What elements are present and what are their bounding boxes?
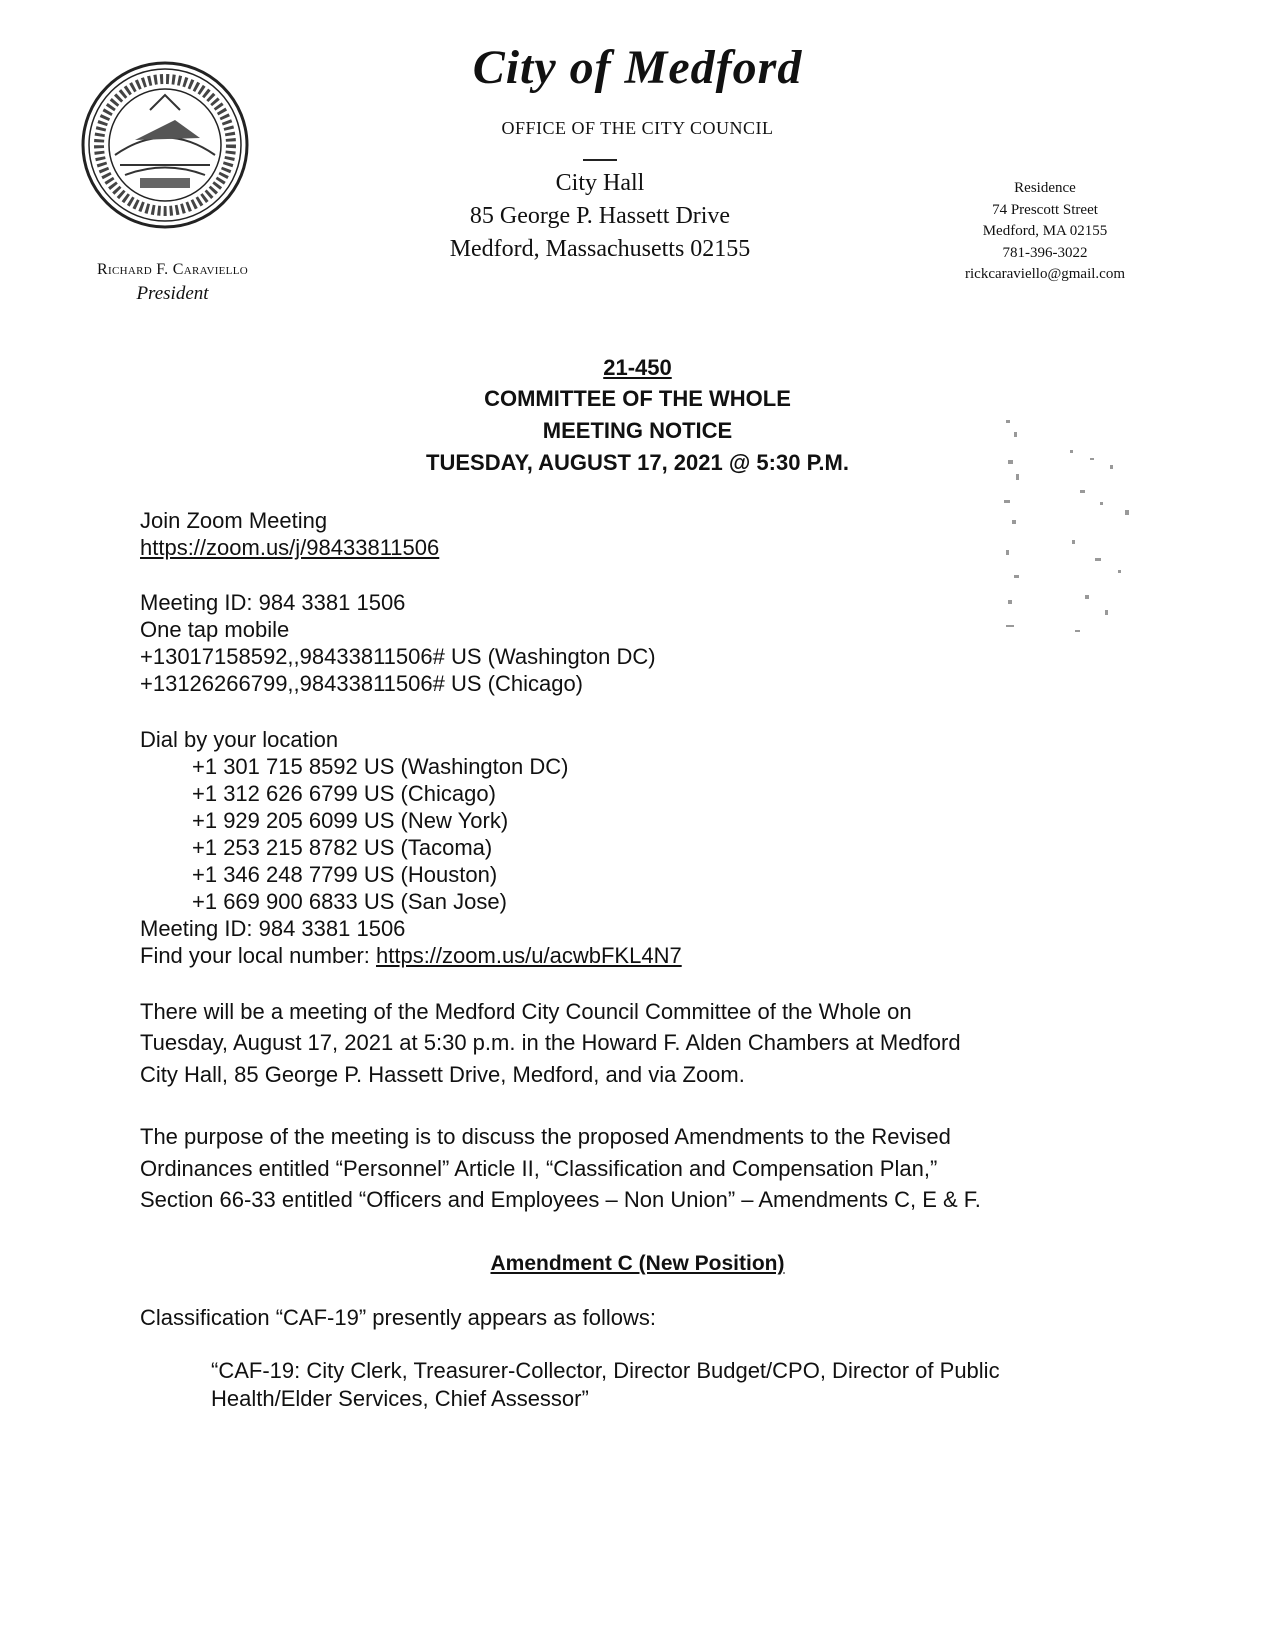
paragraph-line: Ordinances entitled “Personnel” Article II, “Classification and Compensation Plan,”	[140, 1156, 938, 1181]
dial-number: +1 669 900 6833 US (San Jose)	[192, 889, 507, 914]
classification-intro: Classification “CAF-19” presently appears as follows:	[140, 1305, 656, 1330]
notice-title-line: TUESDAY, AUGUST 17, 2021 @ 5:30 P.M.	[426, 450, 849, 475]
join-zoom-label: Join Zoom Meeting	[140, 508, 328, 533]
dial-number: +1 346 248 7799 US (Houston)	[192, 862, 498, 887]
one-tap-label: One tap mobile	[140, 617, 290, 642]
residence-label: Residence	[1014, 180, 1076, 196]
notice-title-line: MEETING NOTICE	[542, 418, 733, 443]
one-tap-number: +13126266799,,98433811506# US (Chicago)	[140, 671, 584, 696]
local-number-label: Find your local number:	[140, 943, 376, 968]
meeting-id-repeat: Meeting ID: 984 3381 1506	[140, 916, 406, 941]
one-tap-number: +13017158592,,98433811506# US (Washington DC)	[140, 644, 656, 669]
dial-number: +1 929 205 6099 US (New York)	[192, 808, 509, 833]
address-line: 85 George P. Hassett Drive	[469, 203, 731, 229]
address-line: City Hall	[555, 170, 645, 196]
divider	[583, 159, 617, 161]
paragraph-line: There will be a meeting of the Medford City Council Committee of the Whole on	[140, 999, 912, 1024]
residence-street: 74 Prescott Street	[992, 202, 1098, 218]
classification-quote-line: “CAF-19: City Clerk, Treasurer-Collector, Director Budget/CPO, Director of Public	[211, 1358, 1000, 1383]
notice-number: 21-450	[603, 355, 672, 380]
dial-label: Dial by your location	[140, 727, 339, 752]
classification-quote-line: Health/Elder Services, Chief Assessor”	[211, 1386, 589, 1411]
address-line: Medford, Massachusetts 02155	[449, 236, 751, 262]
paragraph-line: Section 66-33 entitled “Officers and Employees – Non Union” – Amendments C, E & F.	[140, 1187, 981, 1212]
residence-city: Medford, MA 02155	[982, 223, 1108, 239]
president-name: Richard F. Caraviello	[97, 261, 248, 278]
residence-phone: 781-396-3022	[1002, 245, 1088, 261]
received-stamp	[1000, 410, 1150, 650]
dial-number: +1 301 715 8592 US (Washington DC)	[192, 754, 569, 779]
office-line: OFFICE OF THE CITY COUNCIL	[501, 118, 774, 138]
dial-number: +1 253 215 8782 US (Tacoma)	[192, 835, 493, 860]
residence-email: rickcaraviello@gmail.com	[965, 266, 1125, 282]
president-title: President	[136, 283, 209, 304]
local-number-line	[140, 943, 682, 969]
paragraph-line: City Hall, 85 George P. Hassett Drive, Medford, and via Zoom.	[140, 1062, 745, 1087]
dial-number: +1 312 626 6799 US (Chicago)	[192, 781, 496, 806]
amendment-heading: Amendment C (New Position)	[490, 1252, 785, 1275]
city-title: City of Medford	[472, 41, 803, 94]
join-zoom-link[interactable]: https://zoom.us/j/98433811506	[140, 535, 440, 560]
local-number-link[interactable]: https://zoom.us/u/acwbFKL4N7	[376, 943, 682, 968]
notice-title-line: COMMITTEE OF THE WHOLE	[484, 386, 791, 411]
join-zoom-link-line	[140, 535, 439, 561]
meeting-id: Meeting ID: 984 3381 1506	[140, 590, 406, 615]
paragraph-line: The purpose of the meeting is to discuss the proposed Amendments to the Revised	[140, 1124, 951, 1149]
paragraph-line: Tuesday, August 17, 2021 at 5:30 p.m. in the Howard F. Alden Chambers at Medford	[140, 1030, 961, 1055]
